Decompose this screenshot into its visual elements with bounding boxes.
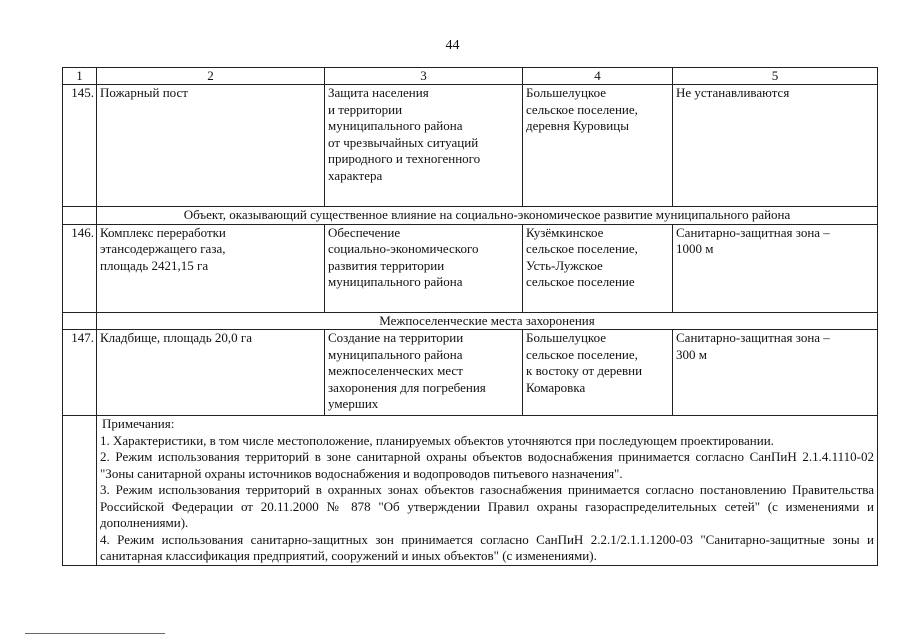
purpose-line: и территории xyxy=(328,101,403,117)
table-header-row xyxy=(63,68,878,85)
planned-objects-table xyxy=(62,67,878,566)
location-line: Комаровка xyxy=(526,379,586,395)
column-header: 5 xyxy=(673,68,878,85)
purpose-line: муниципального района xyxy=(328,118,463,133)
purpose-cell xyxy=(325,85,523,207)
object-name-line: этансодержащего газа, xyxy=(100,241,226,256)
purpose-line: межпоселенческих мест xyxy=(328,363,463,378)
object-name-cell xyxy=(97,224,325,312)
note-item: 2. Режим использования территорий в зоне санитарной охраны объектов водоснабжения принимается согласно СанПиН 2.1.4.1110-02 "Зоны санитарной охраны источников водоснабжения и водопроводов питьевого назначения". xyxy=(100,449,874,481)
location-cell xyxy=(523,330,673,416)
purpose-line: от чрезвычайных ситуаций xyxy=(328,134,479,150)
zone-cell xyxy=(673,224,878,312)
purpose-line: Обеспечение xyxy=(328,224,401,240)
section-title: Межпоселенческие места захоронения xyxy=(97,312,878,330)
column-header: 1 xyxy=(63,68,97,85)
location-line: Большелуцкое xyxy=(526,330,607,345)
zone-line: Санитарно-защитная зона – xyxy=(676,330,830,345)
location-line: Усть-Лужское xyxy=(526,257,603,273)
location-line: сельское поселение xyxy=(526,274,635,289)
purpose-line: муниципального района xyxy=(328,274,463,289)
location-line: сельское поселение, xyxy=(526,101,638,117)
column-header: 2 xyxy=(97,68,325,85)
location-line: сельское поселение, xyxy=(526,346,638,362)
footnote-separator xyxy=(25,633,165,634)
purpose-line: умерших xyxy=(328,396,379,411)
column-header: 3 xyxy=(325,68,523,85)
notes-title: Примечания: xyxy=(102,416,175,431)
column-header: 4 xyxy=(523,68,673,85)
row-number: 146. xyxy=(63,224,97,312)
location-cell xyxy=(523,85,673,207)
zone-cell xyxy=(673,85,878,207)
table-row-145 xyxy=(63,85,878,207)
table-row-146 xyxy=(63,224,878,312)
page-number: 44 xyxy=(445,38,460,53)
object-name-cell xyxy=(97,330,325,416)
purpose-line: Создание на территории xyxy=(328,330,464,345)
object-name-cell xyxy=(97,85,325,207)
row-number: 145. xyxy=(63,85,97,207)
location-line: сельское поселение, xyxy=(526,241,638,256)
zone-line: 300 м xyxy=(676,346,707,362)
object-name-line: Комплекс переработки xyxy=(100,224,226,240)
zone-line: 1000 м xyxy=(676,241,714,256)
notes-cell xyxy=(97,416,878,566)
location-line: Большелуцкое xyxy=(526,85,607,100)
purpose-cell xyxy=(325,224,523,312)
purpose-line: Защита населения xyxy=(328,85,429,100)
purpose-line: социально-экономического xyxy=(328,241,479,256)
purpose-cell xyxy=(325,330,523,416)
note-item: 3. Режим использования территорий в охранных зонах объектов газоснабжения принимается согласно постановлению Правительства Российской Федерации от 20.11.2000 № 878 "Об утверждении Правил охраны газораспределительных сетей" (с изменениями и дополнениями). xyxy=(100,482,874,530)
object-name: Кладбище, площадь 20,0 га xyxy=(100,330,253,345)
location-line: к востоку от деревни xyxy=(526,363,643,378)
zone-line: Санитарно-защитная зона – xyxy=(676,224,830,240)
section-row xyxy=(63,312,878,330)
note-item: 1. Характеристики, в том числе местоположение, планируемых объектов уточняются при последующем проектировании. xyxy=(100,432,774,448)
location-line: деревня Куровицы xyxy=(526,118,629,133)
zone-cell xyxy=(673,330,878,416)
table-row-147 xyxy=(63,330,878,416)
row-number: 147. xyxy=(63,330,97,416)
purpose-line: муниципального района xyxy=(328,346,463,362)
location-line: Кузёмкинское xyxy=(526,224,604,240)
object-name: Пожарный пост xyxy=(100,85,188,100)
zone-line: Не устанавливаются xyxy=(676,85,790,100)
purpose-line: захоронения для погребения xyxy=(328,379,486,395)
section-row xyxy=(63,207,878,225)
note-item: 4. Режим использования санитарно-защитных зон принимается согласно СанПиН 2.2.1/2.1.1.1200-03 "Санитарно-защитные зоны и санитарная классификация предприятий, сооружений и иных объектов" (с изменениями). xyxy=(100,531,874,563)
object-name-line: площадь 2421,15 га xyxy=(100,257,209,273)
purpose-line: характера xyxy=(328,167,383,183)
section-title: Объект, оказывающий существенное влияние на социально-экономическое развитие муниципального района xyxy=(97,207,878,225)
location-cell xyxy=(523,224,673,312)
purpose-line: природного и техногенного xyxy=(328,151,481,166)
purpose-line: развития территории xyxy=(328,257,445,273)
notes-row xyxy=(63,416,878,566)
